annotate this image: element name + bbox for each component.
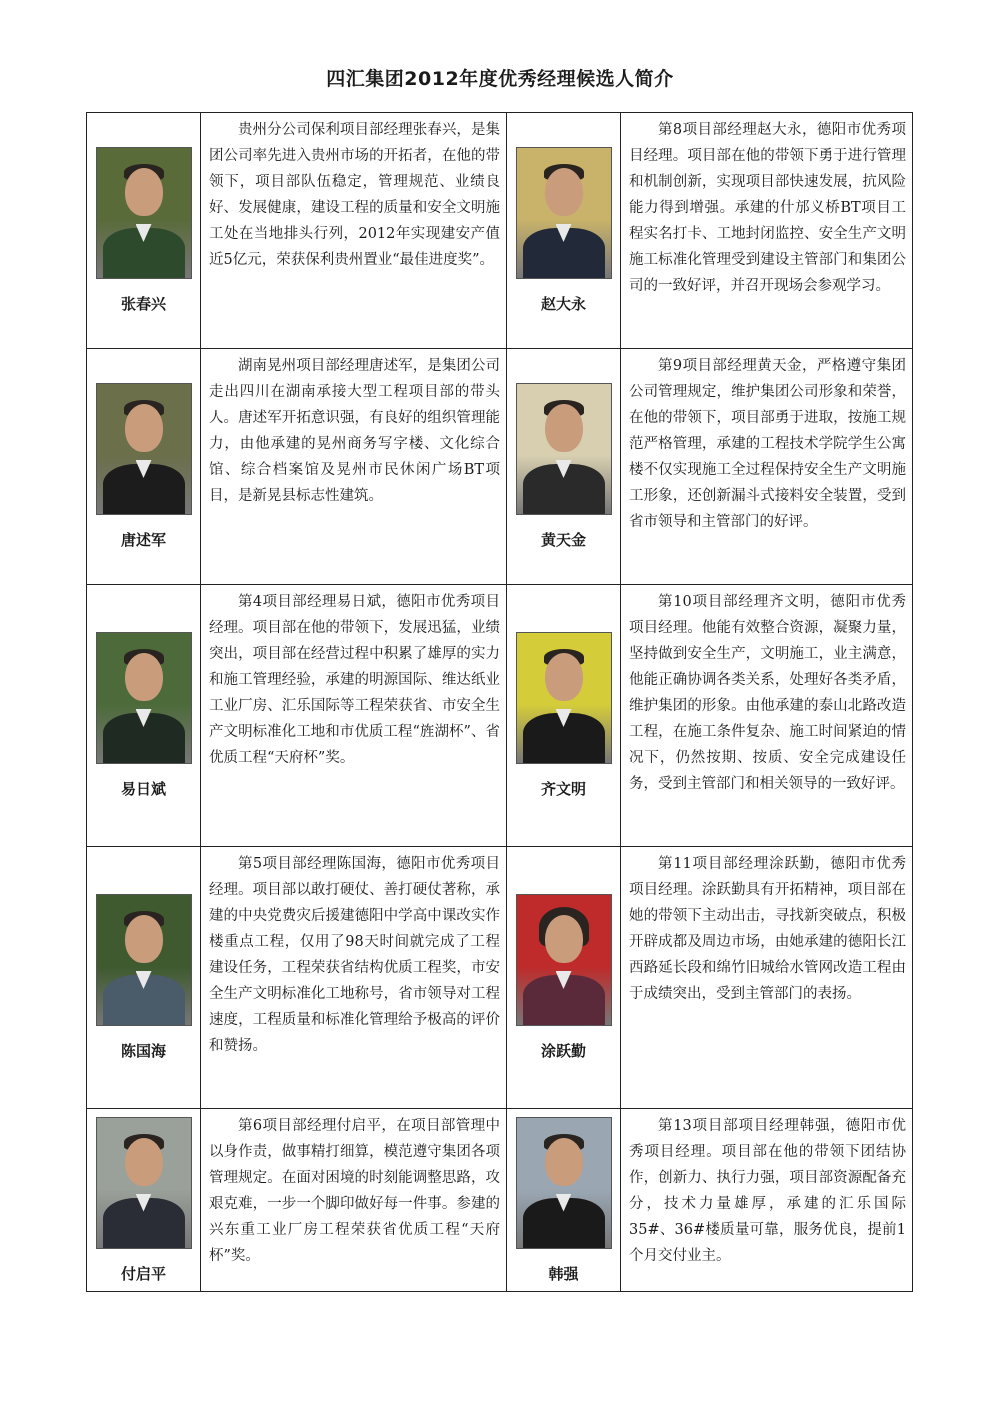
portrait-head bbox=[125, 404, 163, 452]
portrait-photo bbox=[516, 894, 612, 1026]
candidate-photo-cell bbox=[507, 585, 621, 847]
candidate-photo-cell bbox=[507, 113, 621, 349]
portrait-head bbox=[125, 915, 163, 963]
candidate-row bbox=[87, 585, 913, 847]
candidate-row bbox=[87, 847, 913, 1109]
portrait-head bbox=[125, 168, 163, 216]
candidate-name: 唐述军 bbox=[120, 531, 166, 549]
candidate-name: 齐文明 bbox=[540, 780, 586, 798]
candidate-photo-cell bbox=[507, 847, 621, 1109]
candidate-photo-cell bbox=[87, 113, 201, 349]
candidate-bio-cell bbox=[621, 585, 913, 847]
candidate-name: 陈国海 bbox=[120, 1042, 166, 1060]
portrait-photo bbox=[516, 147, 612, 279]
candidate-bio: 第13项目部项目经理韩强，德阳市优秀项目经理。项目部在他的带领下团结协作，创新力、执行力强，项目部资源配备充分，技术力量雄厚，承建的汇乐国际35#、36#楼质量可靠，服务优良，提前1个月交付业主。 bbox=[629, 1118, 906, 1264]
candidate-name: 韩强 bbox=[548, 1264, 579, 1283]
candidate-row bbox=[87, 113, 913, 349]
candidate-bio-cell bbox=[621, 349, 913, 585]
portrait-head bbox=[545, 404, 583, 452]
candidate-bio: 湖南晃州项目部经理唐述军，是集团公司走出四川在湖南承接大型工程项目部的带头人。唐述军开拓意识强，有良好的组织管理能力，由他承建的晃州商务写字楼、文化综合馆、综合档案馆及晃州市民休闲广场BT项目，是新晃县标志性建筑。 bbox=[209, 358, 500, 504]
candidate-table bbox=[86, 112, 913, 1292]
portrait-photo bbox=[96, 147, 192, 279]
candidate-bio: 第9项目部经理黄天金，严格遵守集团公司管理规定，维护集团公司形象和荣誉，在他的带领下，项目部勇于进取，按施工规范严格管理，承建的工程技术学院学生公寓楼不仅实现施工全过程保持安全生产文明施工形象，还创新漏斗式接料安全装置，受到省市领导和主管部门的好评。 bbox=[629, 358, 906, 530]
portrait-head bbox=[545, 653, 583, 701]
portrait-photo bbox=[96, 1117, 192, 1249]
page-title: 四汇集团2012年度优秀经理候选人简介 bbox=[326, 68, 674, 90]
candidate-bio-cell bbox=[621, 113, 913, 349]
candidate-bio-cell bbox=[201, 1109, 507, 1292]
candidate-bio: 贵州分公司保利项目部经理张春兴，是集团公司率先进入贵州市场的开拓者，在他的带领下，项目部队伍稳定，管理规范、业绩良好、发展健康，建设工程的质量和安全文明施工处在当地排头行列，2012年实现建安产值近5亿元，荣获保利贵州置业“最佳进度奖”。 bbox=[209, 122, 500, 268]
candidate-name: 黄天金 bbox=[540, 531, 586, 549]
candidate-bio-cell bbox=[201, 349, 507, 585]
candidate-photo-cell bbox=[87, 349, 201, 585]
candidate-bio-cell bbox=[621, 1109, 913, 1292]
candidate-photo-cell bbox=[87, 847, 201, 1109]
portrait-head bbox=[545, 915, 583, 963]
candidate-row bbox=[87, 349, 913, 585]
candidate-name: 付启平 bbox=[120, 1264, 166, 1283]
portrait-head bbox=[545, 168, 583, 216]
candidate-row bbox=[87, 1109, 913, 1292]
candidate-bio: 第8项目部经理赵大永，德阳市优秀项目经理。项目部在他的带领下勇于进行管理和机制创新，实现项目部快速发展，抗风险能力得到增强。承建的什邡义桥BT项目工程实名打卡、工地封闭监控、安全生产文明施工标准化管理受到建设主管部门和集团公司的一致好评，并召开现场会参观学习。 bbox=[629, 122, 906, 294]
candidate-bio-cell bbox=[201, 113, 507, 349]
candidate-bio: 第5项目部经理陈国海，德阳市优秀项目经理。项目部以敢打硬仗、善打硬仗著称，承建的中央党费灾后援建德阳中学高中课改实作楼重点工程，仅用了98天时间就完成了工程建设任务，工程荣获省结构优质工程奖，市安全生产文明标准化工地称号，省市领导对工程速度，工程质量和标准化管理给予极高的评价和赞扬。 bbox=[209, 856, 500, 1054]
candidate-bio-cell bbox=[201, 585, 507, 847]
portrait-photo bbox=[96, 383, 192, 515]
portrait-photo bbox=[516, 632, 612, 764]
candidate-name: 涂跃勤 bbox=[540, 1042, 586, 1060]
candidate-photo-cell bbox=[507, 1109, 621, 1292]
candidate-bio: 第11项目部经理涂跃勤，德阳市优秀项目经理。涂跃勤具有开拓精神，项目部在她的带领下主动出击，寻找新突破点，积极开辟成都及周边市场，由她承建的德阳长江西路延长段和绵竹旧城给水管网改造工程由于成绩突出，受到主管部门的表扬。 bbox=[629, 856, 906, 1002]
candidate-name: 赵大永 bbox=[540, 295, 586, 313]
portrait-photo bbox=[96, 632, 192, 764]
portrait-head bbox=[125, 1138, 163, 1186]
candidate-photo-cell bbox=[507, 349, 621, 585]
candidate-name: 易日斌 bbox=[120, 780, 166, 798]
candidate-photo-cell bbox=[87, 1109, 201, 1292]
portrait-photo bbox=[516, 383, 612, 515]
candidate-bio-cell bbox=[201, 847, 507, 1109]
portrait-photo bbox=[516, 1117, 612, 1249]
candidate-bio: 第6项目部经理付启平，在项目部管理中以身作责，做事精打细算，模范遵守集团各项管理规定。在面对困境的时刻能调整思路，攻艰克难，一步一个脚印做好每一件事。参建的兴东重工业厂房工程荣获省优质工程“天府杯”奖。 bbox=[209, 1118, 500, 1264]
portrait-photo bbox=[96, 894, 192, 1026]
portrait-head bbox=[545, 1138, 583, 1186]
portrait-head bbox=[125, 653, 163, 701]
candidate-name: 张春兴 bbox=[120, 295, 166, 313]
candidate-bio: 第10项目部经理齐文明，德阳市优秀项目经理。他能有效整合资源，凝聚力量，坚持做到安全生产，文明施工，业主满意，他能正确协调各类关系，处理好各类矛盾，维护集团的形象。由他承建的泰山北路改造工程，在施工条件复杂、施工时间紧迫的情况下，仍然按期、按质、安全完成建设任务，受到主管部门和相关领导的一致好评。 bbox=[629, 594, 906, 792]
candidate-bio: 第4项目部经理易日斌，德阳市优秀项目经理。项目部在他的带领下，发展迅猛，业绩突出，项目部在经营过程中积累了雄厚的实力和施工管理经验，承建的明源国际、维达纸业工业厂房、汇乐国际等工程荣获省、市安全生产文明标准化工地和市优质工程“旌湖杯”、省优质工程“天府杯”奖。 bbox=[209, 594, 500, 766]
candidate-photo-cell bbox=[87, 585, 201, 847]
candidate-bio-cell bbox=[621, 847, 913, 1109]
